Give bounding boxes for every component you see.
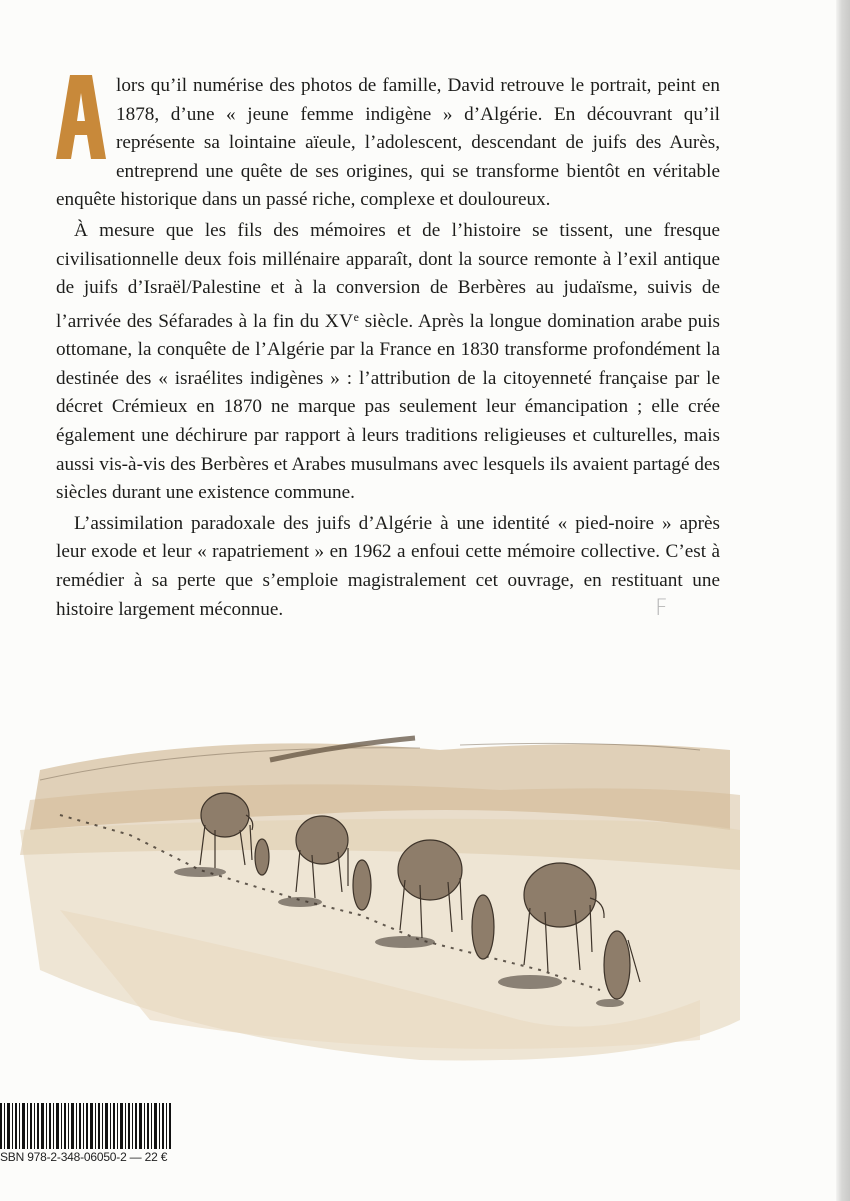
back-cover-text <box>56 72 720 624</box>
isbn-price: SBN 978-2-348-06050-2 — 22 € <box>0 1150 168 1164</box>
paragraph-2: À mesure que les fils des mémoires et de l’histoire se tissent, une fresque civilisationnelle deux fois millénaire apparaît, dont la source remonte à l’exil antique de juifs d’Israël/Palestine et à la conversion de Berbères au judaïsme, suivis de l’arrivée des Séfarades à la fin du XVe siècle. Après la longue domination arabe puis ottomane, la conquête de l’Algérie par la France en 1830 transforme profondément la destinée des « israélites indigènes » : l’attribution de la citoyenneté française par le décret Crémieux en 1870 ne marque pas seulement leur émancipation ; elle crée également une déchirure par rapport à leurs traditions religieuses et culturelles, mais aussi vis-à-vis des Berbères et Arabes musulmans avec lesquels ils avaient partagé des siècles durant une existence commune. <box>56 219 720 504</box>
paragraph-1 <box>56 72 720 215</box>
drop-cap <box>56 75 106 159</box>
paragraph-1-text: lors qu’il numérise des photos de famille, David retrouve le portrait, peint en 1878, d’une « jeune femme indigène » d’Algérie. En découvrant qu’il représente sa lointaine aïeule, l’adolescent, descendant de juifs des Aurès, entreprend une quête de ses origines, qui se transforme bientôt en véritable enquête historique dans un passé riche, complexe et douloureux. <box>56 75 720 211</box>
barcode <box>0 1103 172 1149</box>
pencil-annotation: F <box>655 596 668 621</box>
paragraph-3: L’assimilation paradoxale des juifs d’Algérie à une identité « pied-noire » après leur exode et leur « rapatriement » en 1962 a enfoui cette mémoire collective. C’est à remédier à sa perte que s’emploie magistralement cet ouvrage, en restituant une histoire largement méconnue. <box>56 512 720 620</box>
desert-caravan-illustration <box>0 720 850 1080</box>
